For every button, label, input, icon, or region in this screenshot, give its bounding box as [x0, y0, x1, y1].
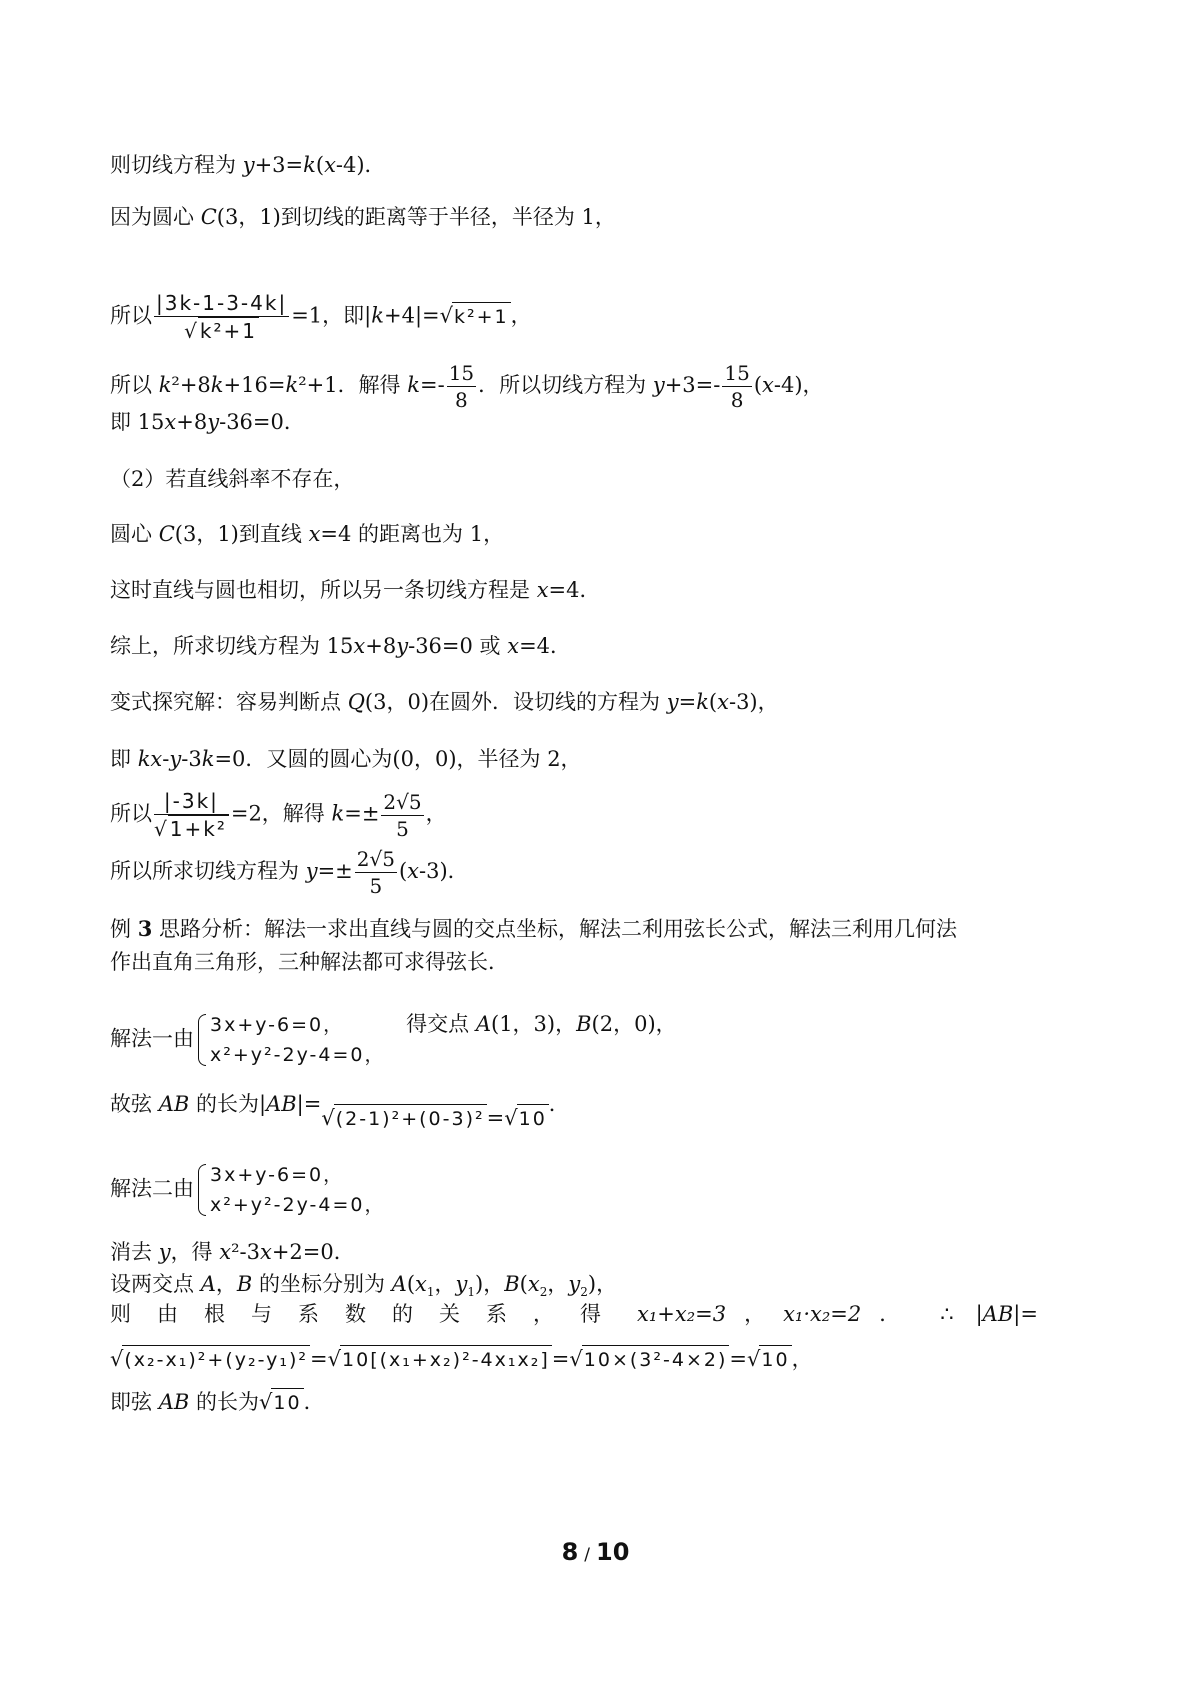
line-center-distance: 因为圆心 C(3，1)到切线的距离等于半径，半径为 1， — [110, 205, 616, 229]
line-distance-formula: 所以 $\frac{|3k-1-3-4k|}{\text{√k²+1}}$ =1，即|k+4|=√k²+1， — [110, 291, 532, 343]
distance-fraction: $\frac{|3k-1-3-4k|}{\text{√k²+1}}$ — [156, 291, 288, 343]
fraction-15-8: $\frac{15}{8}$ — [448, 361, 475, 412]
line-method-2: 解法二由 3x+y-6=0， x²+y²-2y-4=0， — [110, 1160, 385, 1220]
line-eliminate-y: 消去 y，得 x²-3x+2=0． — [110, 1240, 355, 1264]
line-result-1: 即 15x+8y-36=0． — [110, 410, 305, 434]
line-summary: 综上，所求切线方程为 15x+8y-36=0 或 x=4． — [110, 634, 572, 658]
line-solve-k: 所以 k²+8k+16=k²+1．解得 k=- $\frac{15}{8}$ ．所以切线方程为 y+3=- $\frac{15}{8}$ (x-4)， — [110, 361, 824, 412]
line-method-1: 解法一由 3x+y-6=0， x²+y²-2y-4=0， 得交点 A(1，3)，B(2，0)， — [110, 1010, 677, 1070]
fraction-2sqrt5-5-b: $\frac{2√5}{5}$ — [356, 847, 395, 898]
fraction-15-8-b: $\frac{15}{8}$ — [724, 361, 750, 412]
line-variant-result: 所以所求切线方程为 y=± $\frac{2√5}{5}$ (x-3)． — [110, 847, 469, 898]
line-case-2: （2）若直线斜率不存在， — [110, 467, 355, 491]
page-number: 8 / 10 — [561, 1538, 630, 1566]
line-example3: 例 3 思路分析：解法一求出直线与圆的交点坐标，解法二利用弦长公式，解法三利用几何法 — [110, 916, 957, 941]
line-example3-cont: 作出直角三角形，三种解法都可求得弦长． — [110, 950, 509, 974]
equation-system-1: 3x+y-6=0， x²+y²-2y-4=0， — [198, 1010, 385, 1070]
line-variant-solve: 所以 $\frac{|-3k|}{\text{√1+k²}}$ =2，解得 k=± $\frac{2√5}{5}$ ， — [110, 789, 447, 841]
equation-system-2: 3x+y-6=0， x²+y²-2y-4=0， — [198, 1160, 385, 1220]
line-variant: 变式探究解：容易判断点 Q(3，0)在圆外．设切线的方程为 y=k(x-3)， — [110, 690, 779, 714]
fraction-2sqrt5-5: $\frac{2√5}{5}$ — [383, 789, 422, 841]
line-chord-1: 故弦 AB 的长为|AB|=√(2-1)²+(0-3)²=√10． — [110, 1090, 570, 1119]
line-circle-center: 即 kx-y-3k=0．又圆的圆心为(0，0)，半径为 2， — [110, 747, 582, 771]
line-chord-result: 即弦 AB 的长为√10． — [110, 1388, 325, 1417]
line-vieta: 则由根与系数的关系，得 x₁+x₂=3 ， x₁·x₂=2 ． ∴ |AB|= — [110, 1302, 1038, 1326]
line-center-to-line: 圆心 C(3，1)到直线 x=4 的距离也为 1， — [110, 522, 505, 546]
line-chord-2: √(x₂-x₁)²+(y₂-y₁)²=√10[(x₁+x₂)²-4x₁x₂]=√10×(3²-4×2)=√10， — [110, 1345, 813, 1374]
variant-distance-fraction: $\frac{|-3k|}{\text{√1+k²}}$ — [154, 789, 227, 841]
line-intersection-coords: 设两交点 A，B 的坐标分别为 $A(x_1$，$y_1$)，$B(x_2$，$y_2$)， — [110, 1272, 618, 1300]
line-tangent-eq: 则切线方程为 y+3=k(x-4)． — [110, 153, 386, 177]
line-another-tangent: 这时直线与圆也相切，所以另一条切线方程是 x=4． — [110, 578, 601, 602]
